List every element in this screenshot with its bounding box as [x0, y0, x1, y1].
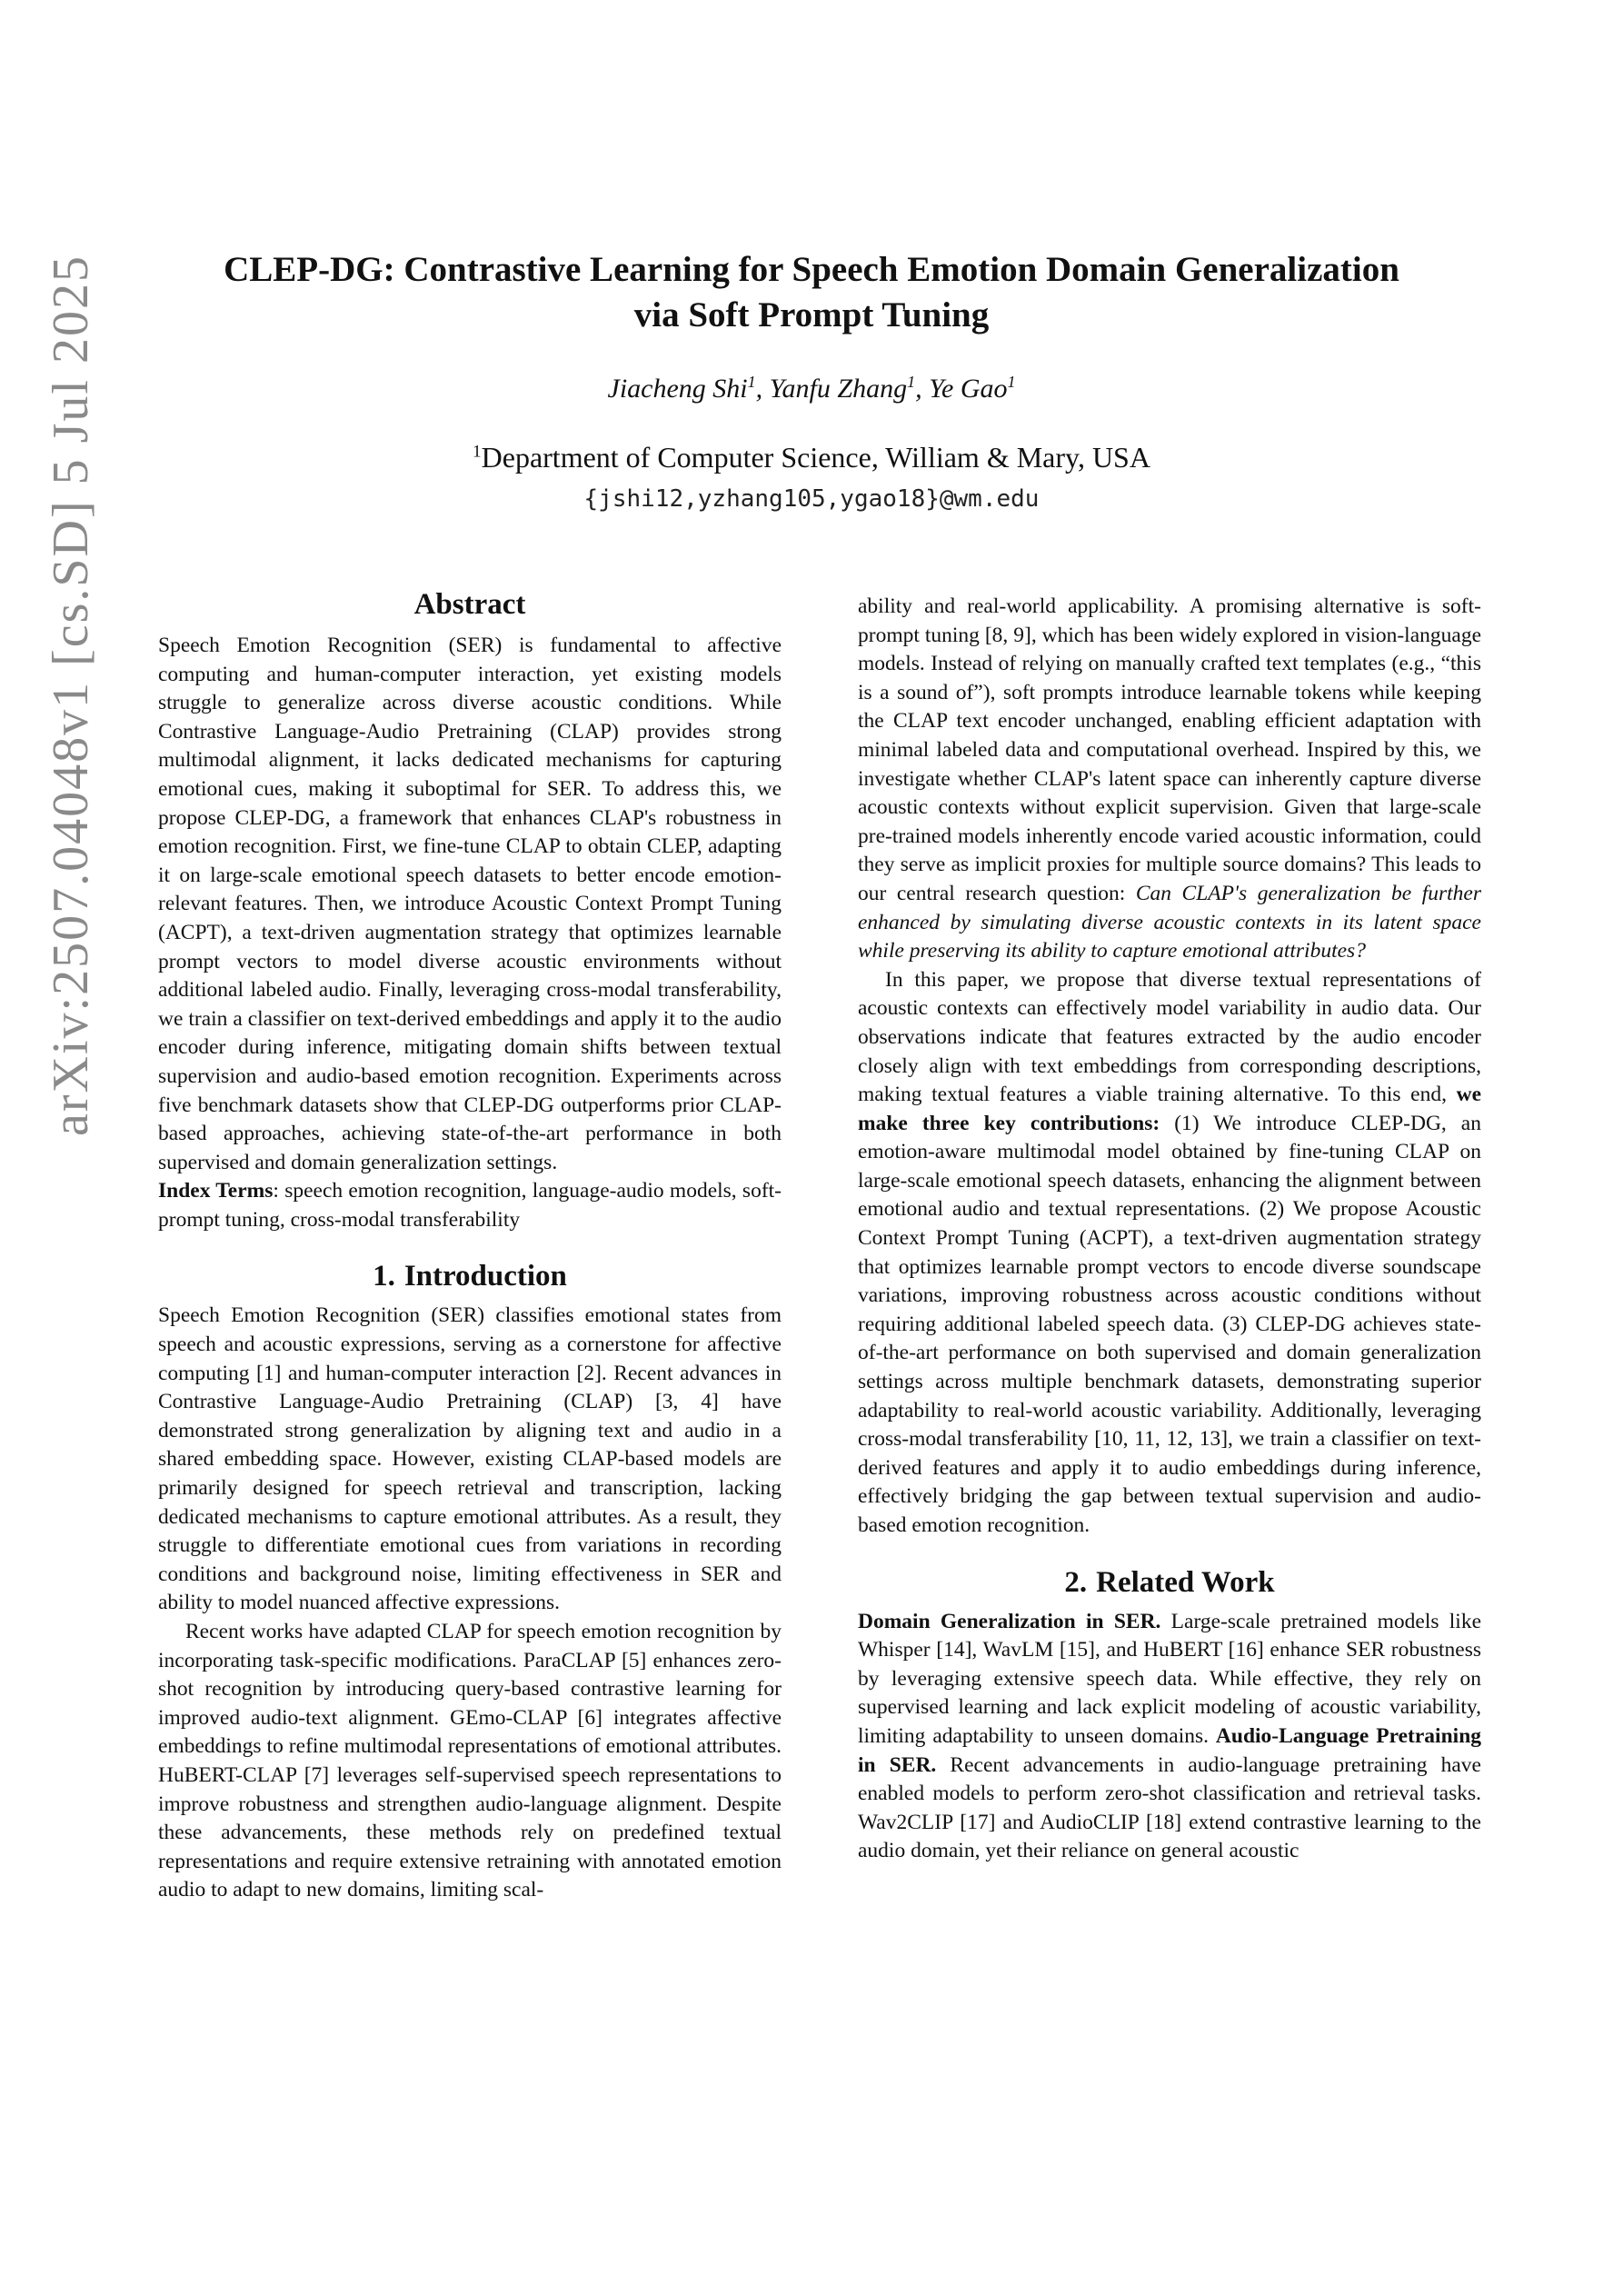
abstract-text: Speech Emotion Recognition (SER) is fundamental to affective computing and human-computer interaction, yet existing models struggle to generalize across diverse acoustic conditions. While Contrastive Language-Audio Pretraining (CLAP) provides strong multimodal alignment, it lacks dedicated mechanisms for capturing emotional cues, making it suboptimal for SER. To address this, we propose CLEP-DG, a framework that enhances CLAP's robustness in emotion recognition. First, we fine-tune CLAP to obtain CLEP, adapting it on large-scale emotional speech datasets to better encode emotion-relevant features. Then, we introduce Acoustic Context Prompt Tuning (ACPT), a text-driven augmentation strategy that optimizes learnable prompt vectors to model diverse acoustic environments without additional labeled audio. Finally, leveraging cross-modal transferability, we train a classifier on text-derived embeddings and apply it to the audio encoder during inference, mitigating domain shifts between textual supervision and audio-based emotion recognition. Experiments across five benchmark datasets show that CLEP-DG outperforms prior CLAP-based approaches, achieving state-of-the-art performance in both supervised and domain generalization settings. [158, 634, 782, 1174]
introduction-heading [158, 1256, 782, 1296]
title-line-2: via Soft Prompt Tuning [633, 295, 990, 334]
section-title: Introduction [403, 1260, 567, 1293]
intro-paragraph-2: Recent works have adapted CLAP for speech emotion recognition by incorporating task-specific modifications. ParaCLAP [5] enhances zero-shot recognition by introducing query-based contrastive learning for improved audio-text alignment. GEmo-CLAP [6] integrates affective embeddings to refine multimodal representations of emotional attributes. HuBERT-CLAP [7] leverages self-supervised speech representations to improve robustness and strengthen audio-language alignment. Despite these advancements, these methods rely on predefined textual representations and require extensive retraining with annotated emotion audio to adapt to new domains, limiting scal- [158, 1620, 782, 1902]
index-terms [158, 1177, 782, 1234]
paragraph-text: Recent advancements in audio-language pretraining have enabled models to perform zero-shot classification and retrieval tasks. Wav2CLIP [17] and AudioCLIP [18] extend contrastive learning to the audio domain, yet their reliance on general acoustic [858, 1752, 1481, 1863]
title-line-1: CLEP-DG: Contrastive Learning for Speech Emotion Domain Generalization [224, 250, 1399, 289]
contributions-lead: we make three key contributions: [858, 1083, 1481, 1135]
author-name: Jiacheng Shi [607, 374, 748, 404]
author-list: Jiacheng Shi$^1$, Yanfu Zhang$^1$, Ye Gao$^1$ [607, 373, 1016, 404]
arxiv-identifier-stamp: arXiv:2507.04048v1 [cs.SD] 5 Jul 2025 [43, 255, 99, 1136]
index-terms-label: Index Terms [158, 1179, 274, 1203]
intro-paragraph-3 [858, 593, 1481, 966]
paragraph-text: (1) We introduce CLEP-DG, an emotion-aware multimodal model obtained by fine-tuning CLAP on large-scale emotional speech datasets, enhancing the alignment between emotional audio and textual representations. (2) We propose Acoustic Context Prompt Tuning (ACPT), a text-driven augmentation strategy that optimizes learnable prompt vectors to encode diverse soundscape variations, improving robustness across acoustic conditions without requiring additional labeled speech data. (3) CLEP-DG achieves state-of-the-art performance on both supervised and domain generalization settings across multiple benchmark datasets, demonstrating superior adaptability to real-world acoustic variability. Additionally, leveraging cross-modal transferability [10, 11, 12, 13], we train a classifier on text-derived features and apply it to audio embeddings during inference, effectively bridging the gap between textual supervision and audio-based emotion recognition. [858, 1111, 1481, 1537]
section-title: Related Work [1096, 1565, 1275, 1599]
author-affil-mark: 1 [907, 373, 916, 391]
paragraph-text: Large-scale pretrained models like Whisper [14], WavLM [15], and HuBERT [16] enhance SER robustness by leveraging extensive speech data. While effective, they rely on supervised learning and lack explicit modeling of acoustic variability, limiting adaptability to unseen domains. [858, 1609, 1481, 1748]
paragraph-text: In this paper, we propose that diverse textual representations of acoustic contexts can effectively model variability in audio data. Our observations indicate that features extracted by the audio encoder closely align with text embeddings from corresponding descriptions, making textual features a viable training alternative. To this end, [858, 967, 1481, 1107]
author-emails: {jshi12,yzhang105,ygao18}@wm.edu [583, 485, 1040, 513]
author-name: Yanfu Zhang [769, 374, 908, 404]
author-affil-mark: 1 [1007, 373, 1016, 391]
research-question: Can CLAP's generalization be further enhanced by simulating diverse acoustic contexts in its latent space while preserving its ability to capture emotional attributes? [858, 881, 1481, 963]
affiliation [145, 439, 1478, 475]
affiliation-text: Department of Computer Science, William & Mary, USA [481, 441, 1150, 474]
paper-title [145, 247, 1478, 338]
author-name: Ye Gao [929, 374, 1008, 404]
index-terms-text: : speech emotion recognition, language-audio models, soft-prompt tuning, cross-modal transferability [158, 1179, 782, 1232]
left-column [158, 584, 782, 1905]
paragraph-text: ability and real-world applicability. A promising alternative is soft-prompt tuning [8, 9], which has been widely explored in vision-language models. Instead of relying on manually crafted text templates (e.g., “this is a sound of”), soft prompts introduce learnable tokens while keeping the CLAP text encoder unchanged, enabling efficient adaptation with minimal labeled data and computational overhead. Inspired by this, we investigate whether CLAP's latent space can inherently capture diverse acoustic contexts without explicit supervision. Given that large-scale pre-trained models inherently encode varied acoustic information, could they serve as implicit proxies for multiple source domains? This leads to our central research question: [858, 594, 1481, 905]
affiliation-mark: 1 [473, 442, 482, 462]
related-work-heading [858, 1562, 1481, 1602]
intro-paragraph-1: Speech Emotion Recognition (SER) classifies emotional states from speech and acoustic expressions, serving as a cornerstone for affective computing [1] and human-computer interaction [2]. Recent advances in Contrastive Language-Audio Pretraining (CLAP) [3, 4] have demonstrated strong generalization by aligning text and audio in a shared embedding space. However, existing CLAP-based models are primarily designed for speech retrieval and transcription, lacking dedicated mechanisms to capture emotional attributes. As a result, they struggle to differentiate emotional cues from variations in recording conditions and background noise, limiting effectiveness in SER and ability to model nuanced affective expressions. [158, 1303, 782, 1615]
right-column [858, 593, 1481, 1866]
related-work-paragraph [858, 1608, 1481, 1866]
subsection-label-audio-language: Audio-Language Pretraining in SER. [858, 1723, 1482, 1777]
subsection-label-domain-generalization: Domain Generalization in SER. [858, 1609, 1161, 1633]
author-affil-mark: 1 [747, 373, 756, 391]
abstract-heading: Abstract [413, 588, 526, 621]
section-number: 2. [1064, 1565, 1088, 1599]
intro-paragraph-4 [858, 966, 1481, 1541]
section-number: 1. [373, 1260, 395, 1293]
